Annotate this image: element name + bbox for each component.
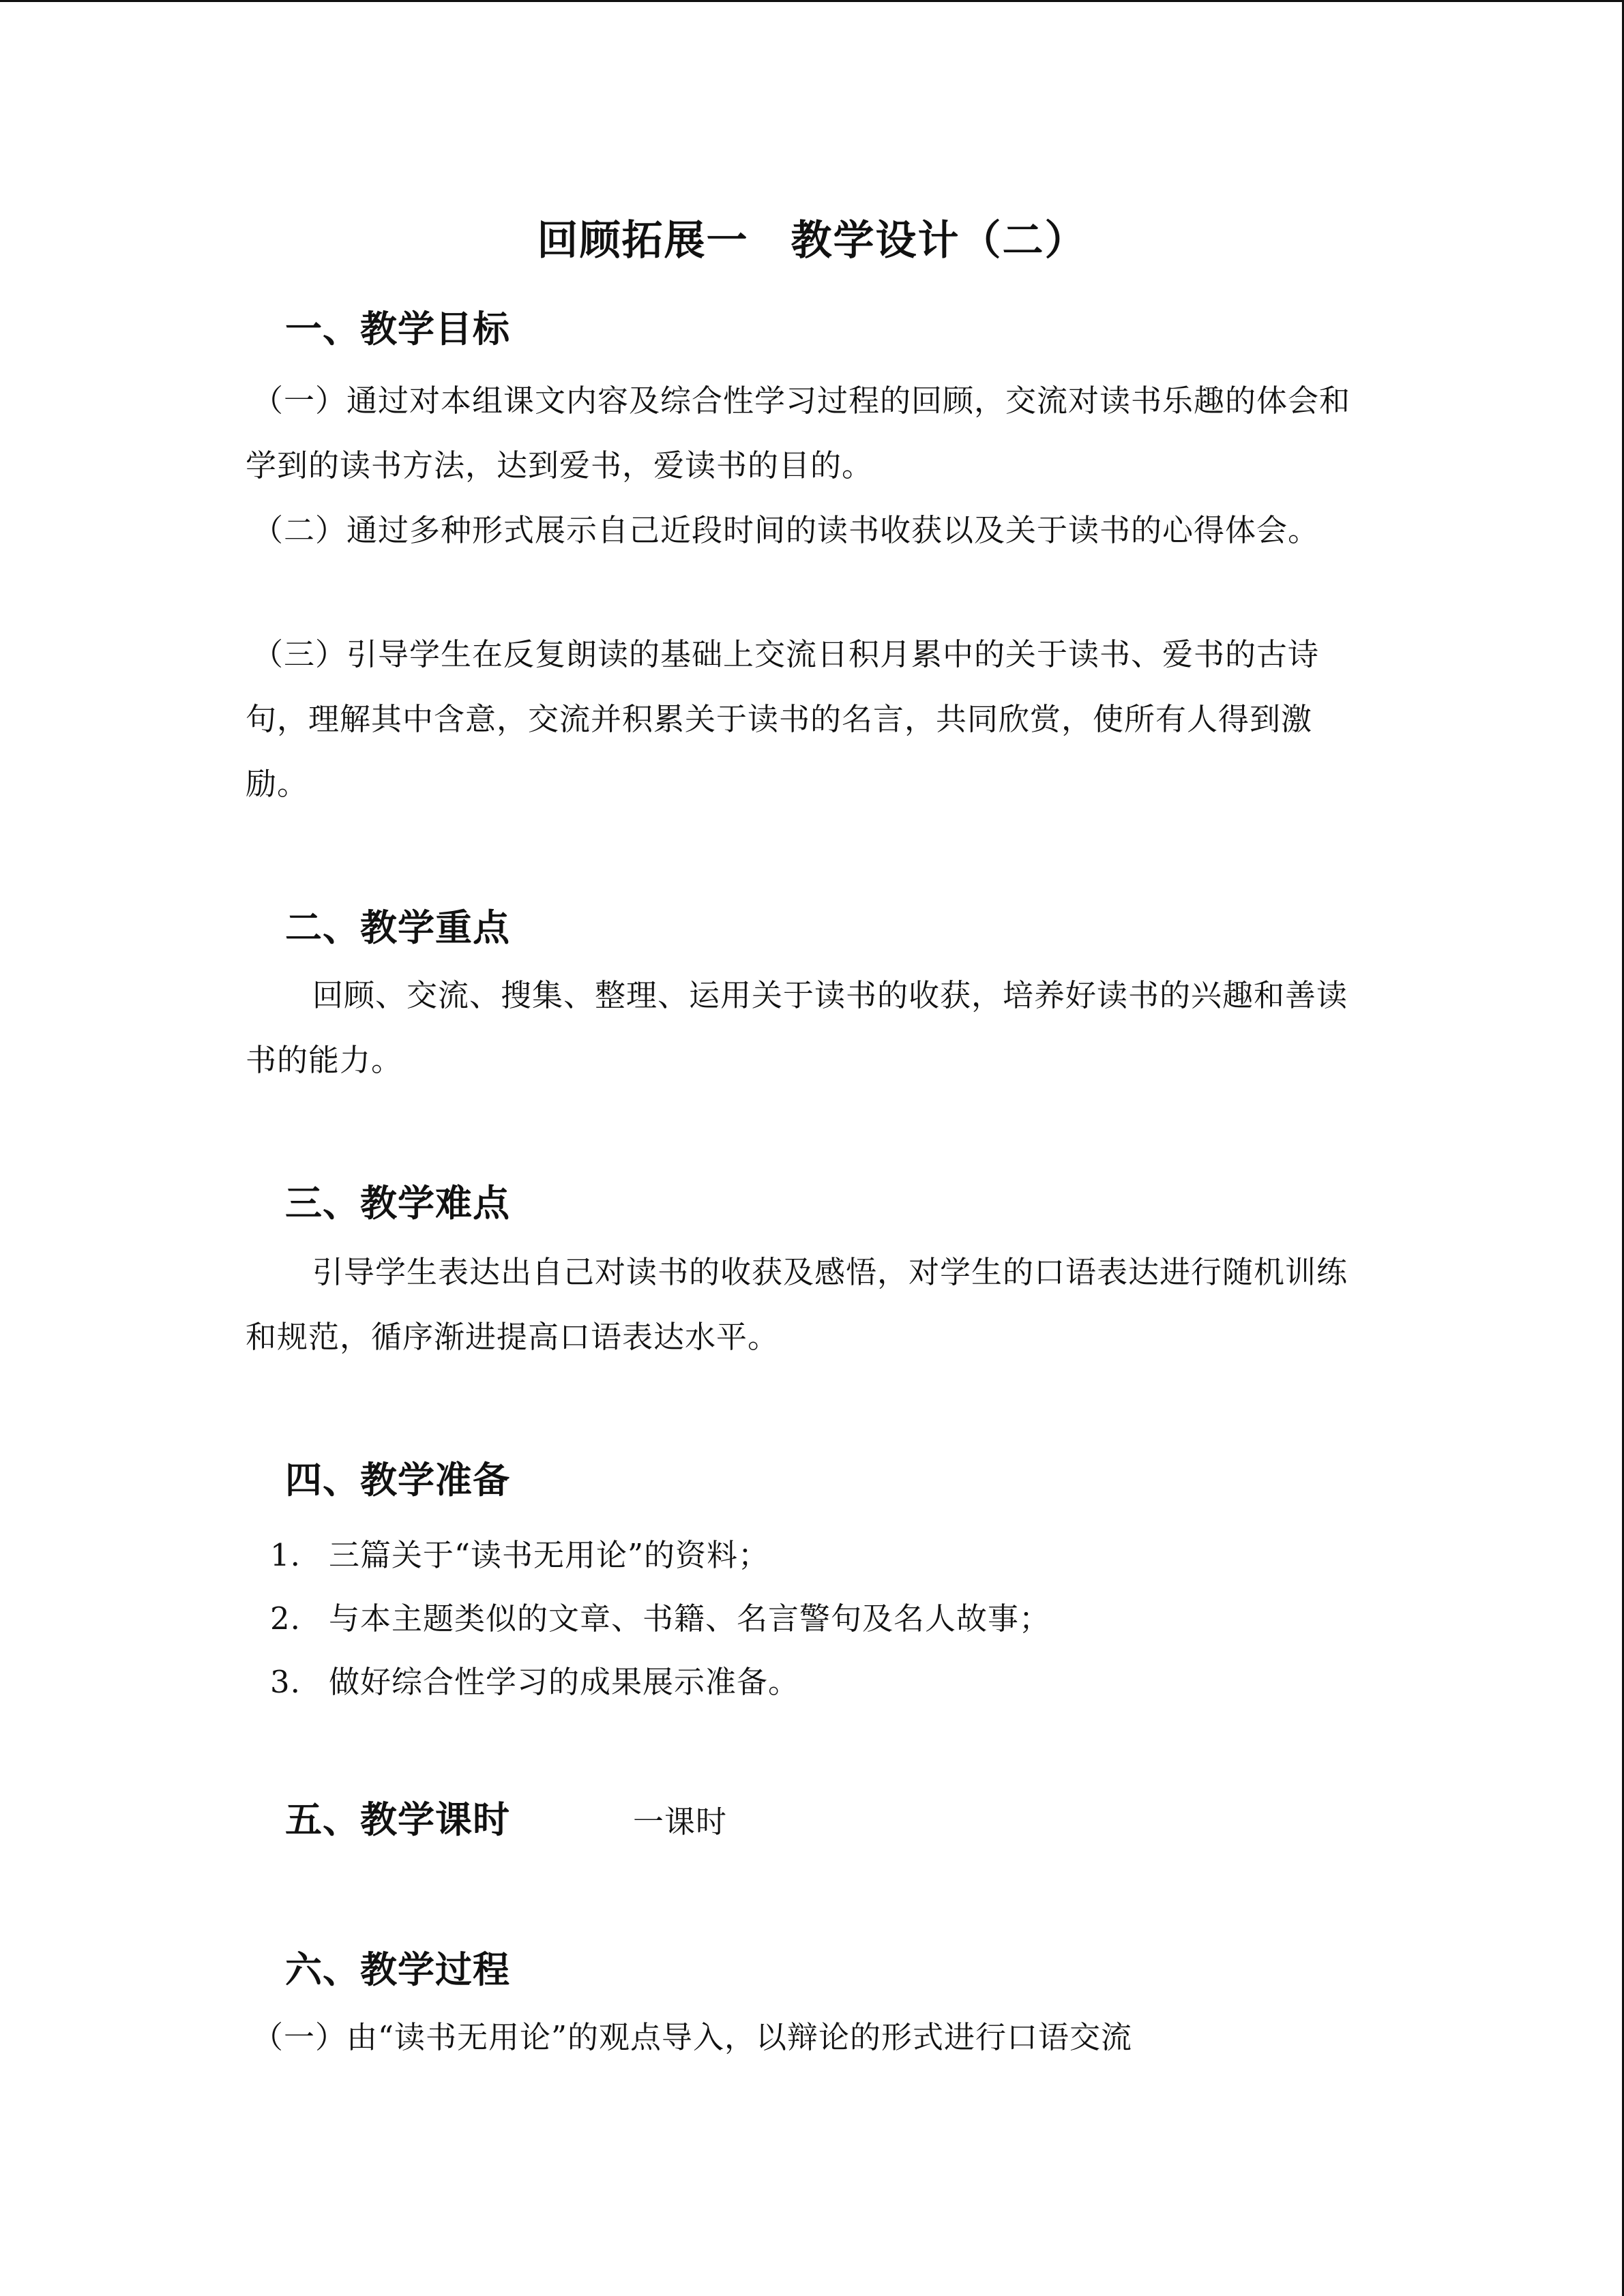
section-heading-preparation: 四、教学准备 [285, 1458, 510, 1502]
list-item-text: 三篇关于“读书无用论”的资料； [329, 1537, 770, 1573]
preparation-list-item [270, 1530, 769, 1575]
list-item-number: 3. [270, 1664, 301, 1700]
preparation-list-item [270, 1594, 1050, 1638]
list-item-text: 做好综合性学习的成果展示准备。 [329, 1664, 800, 1700]
preparation-list-item [270, 1657, 799, 1701]
section-heading-key-points: 二、教学重点 [285, 906, 510, 949]
list-item-text: 与本主题类似的文章、书籍、名言警句及名人故事； [329, 1600, 1051, 1637]
class-hours-label: 五、教学课时 [285, 1798, 510, 1841]
list-item-number: 2. [270, 1600, 301, 1637]
key-points-paragraph: 回顾、交流、搜集、整理、运用关于读书的收获，培养好读书的兴趣和善读书的能力。 [246, 977, 1348, 1078]
objective-paragraph-3: （三）引导学生在反复朗读的基础上交流日积月累中的关于读书、爱书的古诗句，理解其中含意，交流并积累关于读书的名言，共同欣赏，使所有人得到激励。 [246, 636, 1320, 802]
process-paragraph-1: （一）由“读书无用论”的观点导入，以辩论的形式进行口语交流 [252, 2019, 1133, 2055]
objective-paragraph-2: （二）通过多种形式展示自己近段时间的读书收获以及关于读书的心得体会。 [252, 512, 1320, 548]
difficulties-paragraph: 引导学生表达出自己对读书的收获及感悟，对学生的口语表达进行随机训练和规范，循序渐进提高口语表达水平。 [246, 1254, 1348, 1355]
list-item-number: 1. [270, 1537, 301, 1573]
document-title: 回顾拓展一 教学设计（二） [537, 217, 1087, 265]
objective-paragraph-1: （一）通过对本组课文内容及综合性学习过程的回顾，交流对读书乐趣的体会和学到的读书方法，达到爱书，爱读书的目的。 [246, 383, 1351, 483]
section-heading-difficulties: 三、教学难点 [285, 1181, 510, 1225]
class-hours-value: 一课时 [633, 1804, 728, 1840]
section-heading-objectives: 一、教学目标 [285, 307, 510, 351]
section-heading-class-hours [285, 1791, 727, 1843]
section-heading-process: 六、教学过程 [285, 1948, 510, 1991]
